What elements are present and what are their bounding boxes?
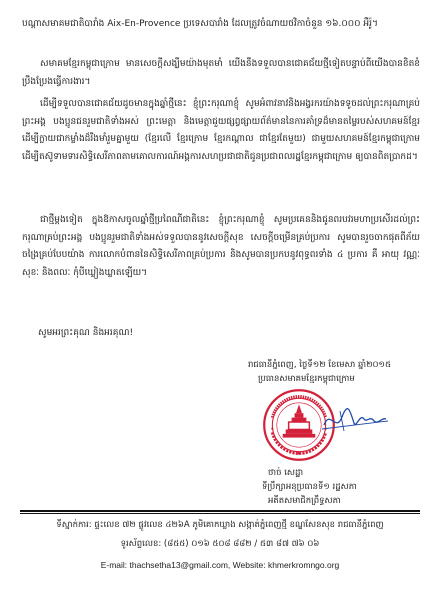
date-block	[248, 358, 428, 386]
email-label: E-mail:	[100, 560, 128, 570]
paragraph-3: ជាថ្មីម្ដងទៀត ក្នុងឱកាសចូលឆ្នាំថ្មីប្រពៃណីជាតិនេះ ខ្ញុំព្រះករុណាខ្ញុំ សូមប្រគេននិងជូនពរបវរមហាប្រសើរដល់ព្រះករុណាគ្រប់ព្រះអង្គ បងប្អូនរួមជាតិទាំងអស់ទទួលបាននូវសេចក្ដីសុខ សេចក្ដីចម្រើនគ្រប់ប្រការ សូមបានរួចចាកផុតពីភ័យចង្រៃគ្រប់បែបយ៉ាង ការលោកបំពាននៃសិទ្ធិសេរីភាពគ្រប់ប្រការ និងសូមបានប្រកបនូវពុទ្ធពរទាំង ៤ ប្រការ គឺ អាយុ វណ្ណៈ សុខៈ និងពលៈ កុំបីឃ្លៀងឃ្លាតឡើយ។	[22, 215, 420, 278]
signer-name: ថាច់ សេដ្ឋា	[268, 468, 304, 478]
email-link[interactable]: thachsetha13@gmail.com	[129, 560, 228, 570]
date-line: រាជធានីភ្នំពេញ, ថ្ងៃទី១២ ខែមេសា ឆ្នាំ២០១៥	[248, 360, 391, 370]
paragraph-1: សមាគមខ្មែរកម្ពុជាក្រោម មានសេចក្ដីសង្ឃឹមយ៉ាងមុតមាំ យើងនឹងទទួលបានជោគជ័យថ្មីទៀតបន្ទាប់ពីយើងបានខិតខំប្រឹងប្រែងធ្វើការងារ។	[22, 59, 420, 87]
paragraph-2: ដើម្បីទទួលបានជោគជ័យដូចមានក្នុងឆ្នាំថ្មីនេះ ខ្ញុំព្រះករុណាខ្ញុំ សូមអំពាវនាវនិងអង្វរករយ៉ាងទទូចដល់ព្រះករុណាគ្រប់ព្រះអង្គ បងប្អូនជនរួមជាតិទាំងអស់ ព្រះមេត្តា និងមេត្តាជួយផ្សព្វផ្សាយព័ត៌មាននៃការគាំទ្រដ៏មានតម្លៃរបស់សហគមន៍ខ្មែរ ដើម្បីក្លាយជាកម្លាំងដ៏រឹងមាំរួមគ្នាមួយ (ខ្មែរលើ ខ្មែរក្រោម ខ្មែរកណ្ដាល ជាខ្មែរតែមួយ) ជាមួយសហគមន៍ខ្មែរកម្ពុជាក្រោម ដើម្បីតស៊ូទាមទារសិទ្ធិសេរីភាពតាមគោលការណ៍អង្គការសហប្រជាជាតិជូនប្រជាពលរដ្ឋខ្មែរកម្ពុជាក្រោម ឲ្យបានពិតប្រាកដ។	[22, 99, 420, 162]
signer-role-2: អតីតសមាជិកព្រឹទ្ធសភា	[268, 496, 341, 506]
footer-contact: E-mail: thachsetha13@gmail.com, Website: khmerkromngo.org	[100, 560, 340, 570]
footer-divider-thick	[20, 510, 420, 512]
signer-block	[262, 466, 432, 508]
website-link[interactable]: khmerkromngo.org	[267, 560, 340, 570]
footer-divider-thin	[20, 513, 420, 514]
footer-address: ទីស្នាក់ការ: ផ្ទះលេខ ៧២ ផ្លូវលេខ ៤២៦A ភូមិគោកឃ្លាង សង្កាត់ភ្នំពេញថ្មី ខណ្ឌសែនសុខ រាជធានីភ្នំពេញ	[56, 520, 384, 530]
closing-line: សូមអរព្រះគុណ និងអរគុណ!	[38, 328, 134, 338]
handwritten-signature-icon	[320, 403, 390, 435]
signer-role-1: ទីប្រឹក្សាអនុប្រធានទី១ រដ្ឋសភា	[262, 482, 357, 492]
website-label: Website:	[232, 560, 266, 570]
signer-title: ប្រធានសមាគមខ្មែរកម្ពុជាក្រោម	[258, 374, 355, 384]
intro-paragraph: បណ្ដាសមាគមជាតិបារាំង Aix-En-Provence ប្រទេសបារាំង ដែលត្រូវចំណាយថវិកាចំនួន ១៦.០០០ អឺរ៉ូ។	[22, 19, 378, 29]
footer-phone: ទូរស័ព្ទលេខ: (៨៥៥) ០១៦ ៥០៨ ៨៨២ / ៥៣ ៨៧ ៧៦ ០៦	[120, 539, 320, 549]
